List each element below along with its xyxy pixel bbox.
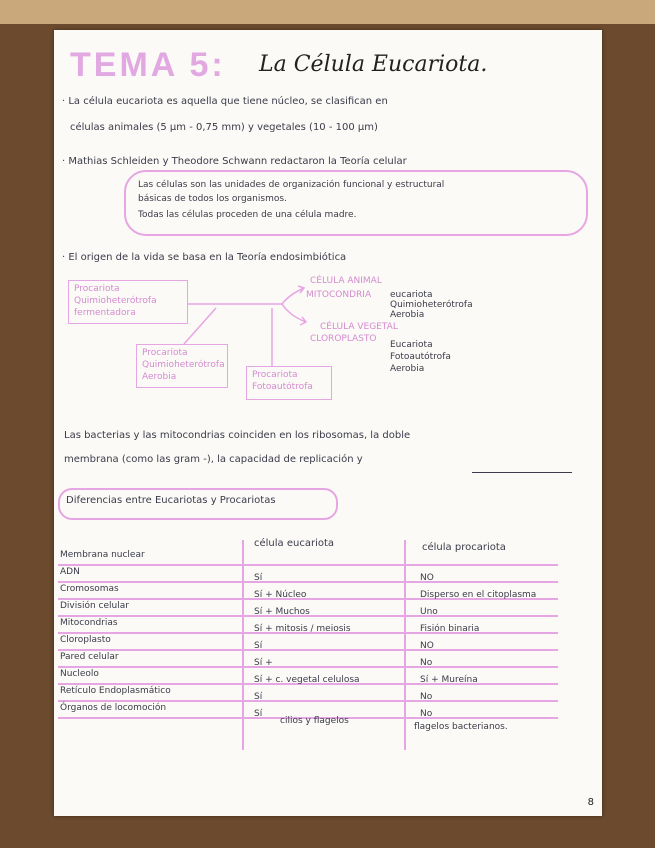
theory-line: · Mathias Schleiden y Theodore Schwann redactaron la Teoría celular — [62, 156, 407, 167]
table-row-feature: Retículo Endoplasmático — [60, 686, 171, 696]
box2-line-2: Quimioheterótrofa — [142, 360, 225, 370]
table-row-divider — [58, 581, 558, 583]
table-row-euk: Sí + mitosis / meiosis — [254, 624, 351, 634]
table-last-euk: cilios y flagelos — [280, 716, 349, 726]
table-row-prok: NO — [420, 641, 434, 651]
title-tema: TEMA 5: — [70, 46, 226, 84]
table-row-euk: Sí + Núcleo — [254, 590, 307, 600]
page-number: 8 — [587, 797, 594, 808]
box2-line-3: Aerobia — [142, 372, 177, 382]
table-row-prok: Disperso en el citoplasma — [420, 590, 537, 600]
bacteria-line-2: membrana (como las gram -), la capacidad de replicación y — [64, 454, 363, 465]
animal-sub: MITOCONDRIA — [306, 290, 372, 300]
bacteria-line-1: Las bacterias y las mitocondrias coinciden en los ribosomas, la doble — [64, 430, 411, 441]
table-row-prok: No — [420, 658, 433, 668]
table-row-feature: Órganos de locomoción — [60, 703, 167, 713]
table-row-prok: Sí + Mureína — [420, 675, 478, 685]
table-vline-2 — [404, 540, 406, 750]
table-row-divider — [58, 666, 558, 668]
table-row-prok: No — [420, 692, 433, 702]
box1-line-1: Procariota — [74, 284, 120, 294]
table-row-feature: Mitocondrias — [60, 618, 118, 628]
table-row-euk: Sí — [254, 709, 263, 719]
box2-line-1: Procariota — [142, 348, 188, 358]
wood-background — [0, 0, 655, 24]
theory-box-line-2: básicas de todos los organismos. — [138, 194, 287, 204]
vegetal-title: CÉLULA VEGETAL — [320, 322, 398, 332]
table-row-prok: No — [420, 709, 433, 719]
table-row-feature: Membrana nuclear — [60, 550, 145, 560]
vegetal-prop-1: Eucariota — [390, 340, 433, 350]
table-row-feature: Nucleolo — [60, 669, 99, 679]
title-text: La Célula Eucariota. — [259, 52, 488, 77]
blank-line — [472, 472, 572, 473]
box3-line-2: Fotoautótrofa — [252, 382, 313, 392]
table-row-prok: Uno — [420, 607, 438, 617]
notebook-page — [54, 30, 602, 816]
table-row-divider — [58, 649, 558, 651]
table-row-euk: Sí — [254, 692, 263, 702]
box3-line-1: Procariota — [252, 370, 298, 380]
differences-heading: Diferencias entre Eucariotas y Procariotas — [66, 495, 276, 506]
table-row-feature: Pared celular — [60, 652, 119, 662]
table-last-prok: flagelos bacterianos. — [414, 722, 508, 732]
vegetal-prop-3: Aerobia — [390, 364, 425, 374]
table-header-euk: célula eucariota — [254, 538, 335, 549]
animal-prop-3: Aerobia — [390, 310, 425, 320]
table-row-feature: Cloroplasto — [60, 635, 111, 645]
box1-line-2: Quimioheterótrofa — [74, 296, 157, 306]
box1-line-3: fermentadora — [74, 308, 136, 318]
table-row-euk: Sí — [254, 641, 263, 651]
table-header-prok: célula procariota — [422, 542, 506, 553]
table-row-feature: División celular — [60, 601, 129, 611]
table-row-euk: Sí + — [254, 658, 273, 668]
intro-line-2: células animales (5 μm - 0,75 mm) y vegetales (10 - 100 μm) — [70, 122, 378, 133]
table-row-prok: NO — [420, 573, 434, 583]
table-row-divider — [58, 700, 558, 702]
intro-line-1: · La célula eucariota es aquella que tiene núcleo, se clasifican en — [62, 96, 388, 107]
animal-prop-2: Quimioheterótrofa — [390, 300, 473, 310]
table-row-prok: Fisión binaria — [420, 624, 480, 634]
table-row-feature: Cromosomas — [60, 584, 119, 594]
theory-box-line-3: Todas las células proceden de una célula madre. — [138, 210, 357, 220]
table-row-euk: Sí — [254, 573, 263, 583]
vegetal-sub: CLOROPLASTO — [310, 334, 377, 344]
animal-title: CÉLULA ANIMAL — [310, 276, 382, 286]
table-row-euk: Sí + c. vegetal celulosa — [254, 675, 360, 685]
table-vline-1 — [242, 540, 244, 750]
table-row-divider — [58, 564, 558, 566]
table-row-feature: ADN — [60, 567, 80, 577]
origin-line: · El origen de la vida se basa en la Teoría endosimbiótica — [62, 252, 347, 263]
animal-prop-1: eucariota — [390, 290, 433, 300]
theory-box-line-1: Las células son las unidades de organización funcional y estructural — [138, 180, 445, 190]
vegetal-prop-2: Fotoautótrofa — [390, 352, 451, 362]
table-row-euk: Sí + Muchos — [254, 607, 310, 617]
diagram-arrows — [54, 30, 602, 430]
